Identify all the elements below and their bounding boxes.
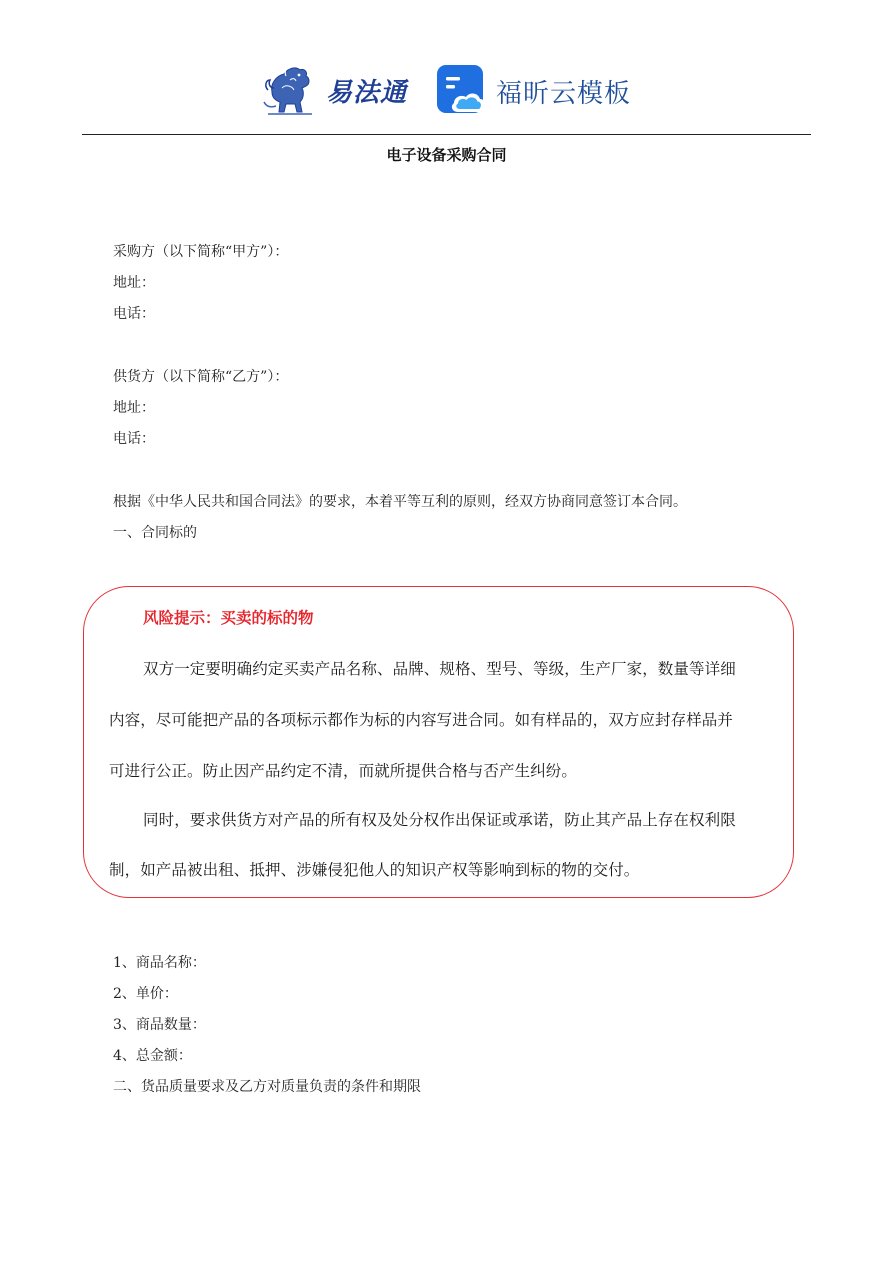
section-2-heading: 二、货品质量要求及乙方对质量负责的条件和期限 [113, 1079, 421, 1095]
page-header [0, 58, 893, 128]
risk-tip-line: 制，如产品被出租、抵押、涉嫌侵犯他人的知识产权等影响到标的物的交付。 [109, 861, 640, 879]
item-quantity: 3、商品数量： [113, 1017, 206, 1033]
preamble-paragraph: 根据《中华人民共和国合同法》的要求，本着平等互利的原则，经双方协商同意签订本合同。 [113, 494, 687, 510]
party-b-phone-line: 电话： [113, 431, 155, 447]
fuxin-brand-text: 福昕云模板 [496, 78, 632, 109]
fuxin-logo [436, 64, 631, 118]
risk-tip-line: 同时，要求供货方对产品的所有权及处分权作出保证或承诺，防止其产品上存在权利限 [143, 811, 736, 829]
cloud-document-icon [436, 64, 488, 118]
risk-tip-line: 内容，尽可能把产品的各项标示都作为标的内容写进合同。如有样品的，双方应封存样品并 [109, 711, 734, 729]
party-a-phone-line: 电话： [113, 306, 155, 322]
item-unit-price: 2、单价： [113, 986, 178, 1002]
header-divider [82, 134, 811, 135]
risk-tip-box [83, 586, 794, 898]
party-a-name-line: 采购方（以下简称“甲方”）： [113, 244, 289, 260]
yifatong-brand-text: 易法通 [326, 77, 408, 108]
yifatong-logo [262, 62, 407, 118]
item-product-name: 1、商品名称： [113, 955, 206, 971]
risk-tip-title: 风险提示：买卖的标的物 [143, 609, 314, 627]
item-total-amount: 4、总金额： [113, 1048, 192, 1064]
party-b-address-line: 地址： [113, 400, 155, 416]
section-1-heading: 一、合同标的 [113, 525, 197, 541]
risk-tip-line: 可进行公正。防止因产品约定不清，而就所提供合格与否产生纠纷。 [109, 762, 578, 780]
document-title: 电子设备采购合同 [386, 146, 507, 164]
risk-tip-line: 双方一定要明确约定买卖产品名称、品牌、规格、型号、等级，生产厂家，数量等详细 [143, 660, 736, 678]
qilin-icon [262, 62, 320, 118]
party-b-name-line: 供货方（以下简称“乙方”）： [113, 369, 289, 385]
party-a-address-line: 地址： [113, 275, 155, 291]
